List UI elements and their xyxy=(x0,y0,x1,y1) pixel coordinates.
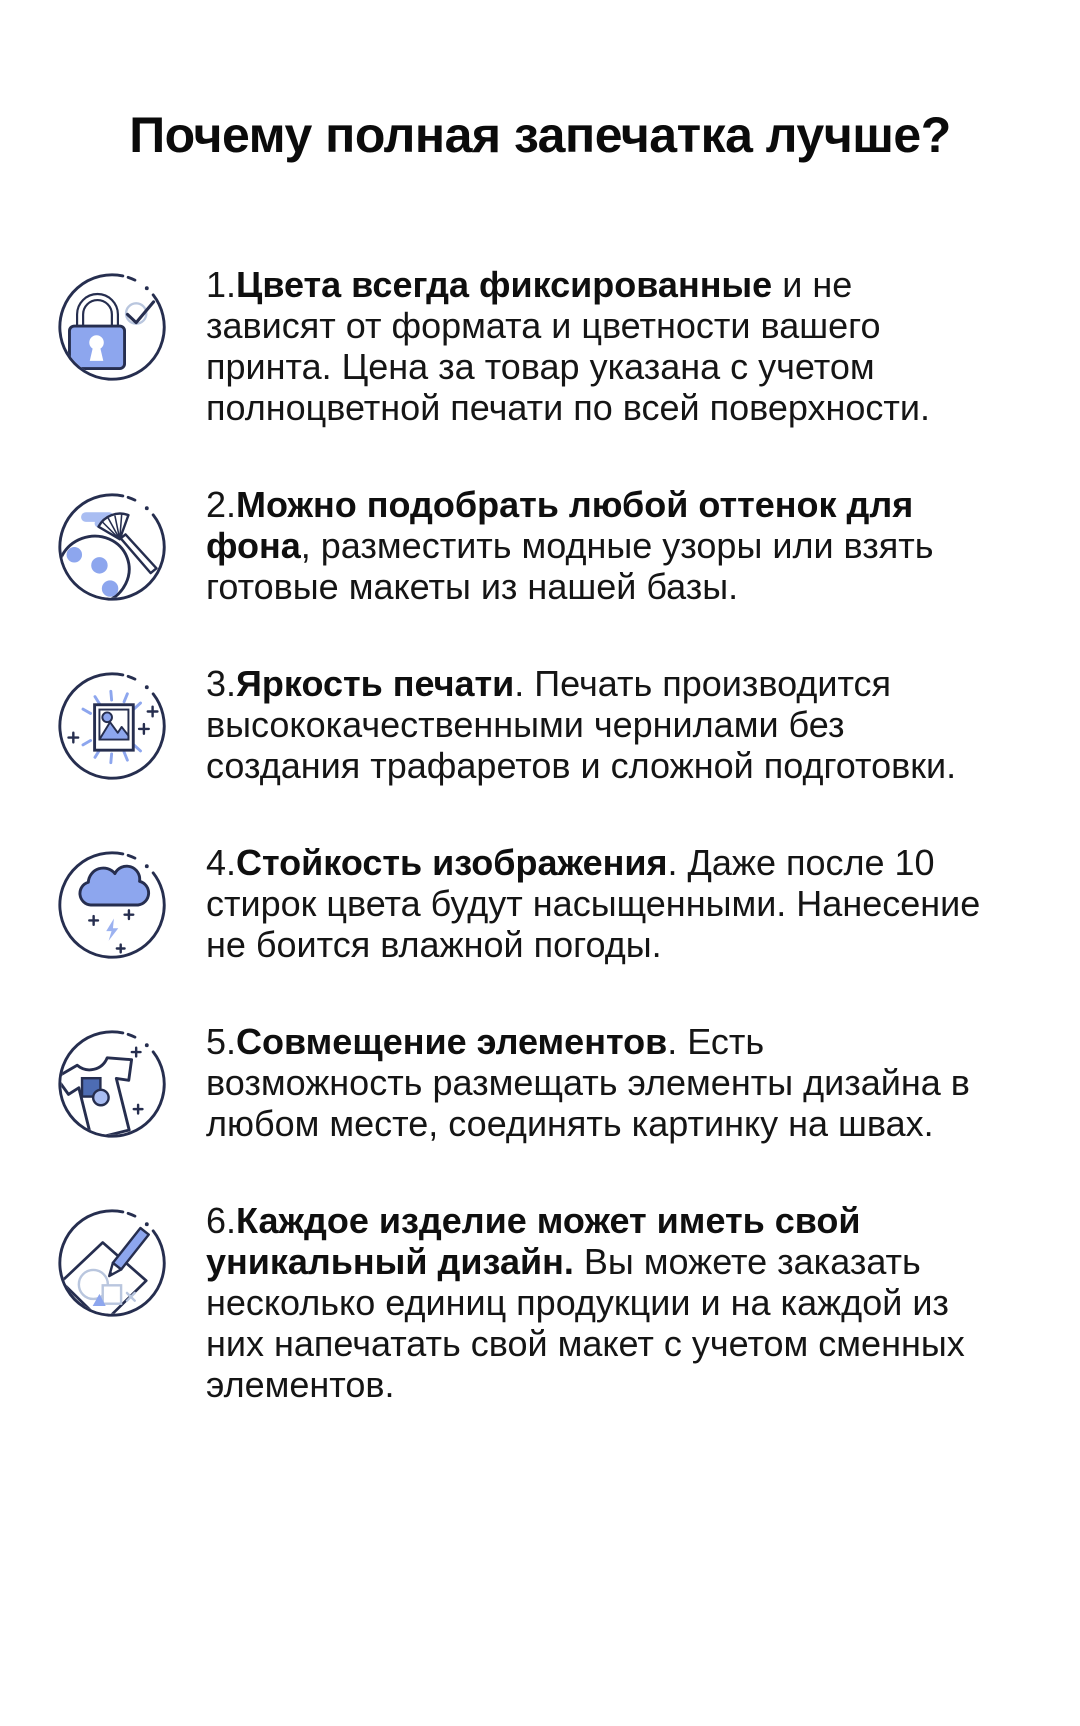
feature-item-2 xyxy=(54,484,1026,607)
feature-text-3 xyxy=(206,663,986,786)
page-title: Почему полная запечатка лучше? xyxy=(129,107,951,163)
feature-text-6 xyxy=(206,1200,986,1405)
feature-number: 3. xyxy=(206,663,237,704)
feature-text-4 xyxy=(206,842,986,965)
feature-item-6 xyxy=(54,1200,1026,1405)
infographic-page xyxy=(0,106,1080,1405)
feature-item-1 xyxy=(54,264,1026,428)
lock-check-icon xyxy=(54,269,170,385)
feature-bold: Каждое изделие может иметь свой уникальный дизайн. xyxy=(206,1200,861,1282)
feature-rest: . Есть возможность размещать элементы дизайна в любом месте, соединять картинку на швах. xyxy=(206,1021,970,1144)
feature-bold: Стойкость изображения xyxy=(236,842,668,883)
feature-rest: . Печать производится высококачественными чернилами без создания трафаретов и сложной подготовки. xyxy=(206,663,957,786)
feature-text-2 xyxy=(206,484,986,607)
feature-rest: и не зависят от формата и цветности вашего принта. Цена за товар указана с учетом полноцветной печати по всей поверхности. xyxy=(206,264,930,428)
feature-item-5 xyxy=(54,1021,1026,1144)
photo-brightness-icon xyxy=(54,668,170,784)
feature-bold: Совмещение элементов xyxy=(236,1021,668,1062)
feature-item-4 xyxy=(54,842,1026,965)
feature-item-3 xyxy=(54,663,1026,786)
cloud-weather-icon xyxy=(54,847,170,963)
palette-brush-icon xyxy=(54,489,170,605)
feature-bold: Цвета всегда фиксированные xyxy=(236,264,773,305)
feature-rest: Вы можете заказать несколько единиц продукции и на каждой из них напечатать свой макет с учетом сменных элементов. xyxy=(206,1241,965,1405)
feature-number: 2. xyxy=(206,484,237,525)
feature-text-5 xyxy=(206,1021,986,1144)
feature-number: 6. xyxy=(206,1200,237,1241)
feature-number: 4. xyxy=(206,842,237,883)
feature-bold: Яркость печати xyxy=(236,663,515,704)
feature-rest: . Даже после 10 стирок цвета будут насыщенными. Нанесение не боится влажной погоды. xyxy=(206,842,981,965)
feature-number: 5. xyxy=(206,1021,237,1062)
feature-list xyxy=(54,264,1026,1405)
feature-text-1 xyxy=(206,264,986,428)
feature-number: 1. xyxy=(206,264,237,305)
pencil-sketch-icon xyxy=(54,1205,170,1321)
feature-rest: , разместить модные узоры или взять готовые макеты из нашей базы. xyxy=(206,525,934,607)
feature-bold: Можно подобрать любой оттенок для фона xyxy=(206,484,914,566)
tshirt-design-icon xyxy=(54,1026,170,1142)
